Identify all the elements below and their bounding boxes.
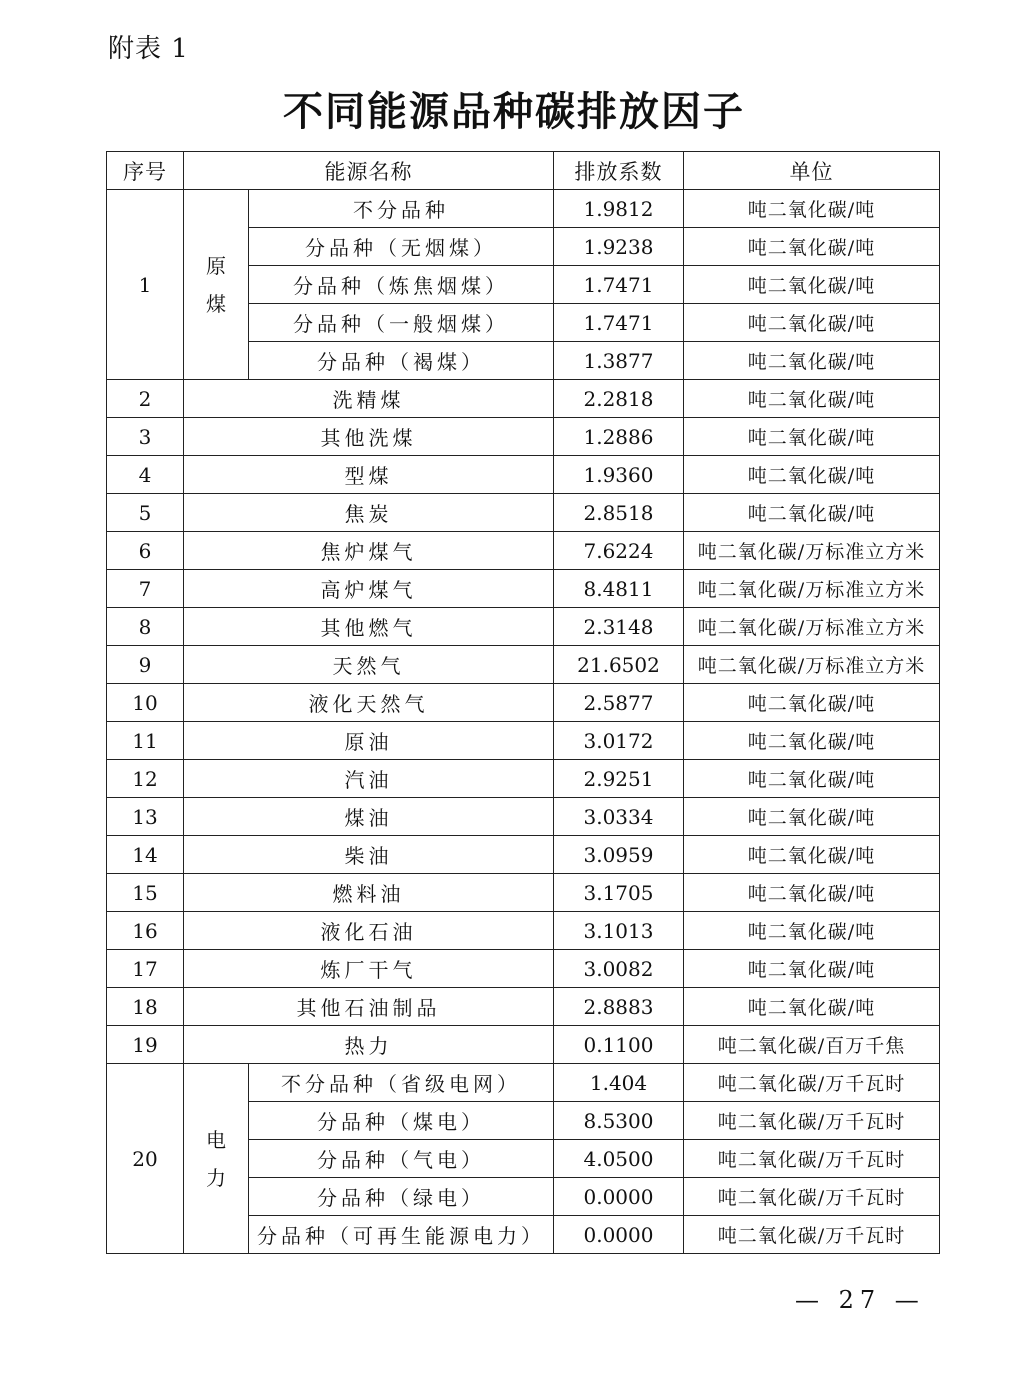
emission-factor: 3.0172 xyxy=(554,722,684,760)
table-row xyxy=(107,1064,940,1102)
table-row xyxy=(107,608,940,646)
unit: 吨二氧化碳/吨 xyxy=(684,912,940,950)
table-row xyxy=(107,988,940,1026)
row-index: 12 xyxy=(107,760,184,798)
emission-factor: 2.8518 xyxy=(554,494,684,532)
emission-factor: 3.0082 xyxy=(554,950,684,988)
energy-name: 分品种（一般烟煤） xyxy=(249,304,554,342)
table-row xyxy=(107,874,940,912)
emission-factor: 1.9360 xyxy=(554,456,684,494)
group-label xyxy=(184,1064,249,1254)
energy-name: 其他石油制品 xyxy=(184,988,554,1026)
header-index: 序号 xyxy=(107,152,184,190)
appendix-label: 附表 1 xyxy=(108,34,189,64)
emission-factor-table xyxy=(106,151,940,1254)
emission-factor: 1.404 xyxy=(554,1064,684,1102)
row-index: 4 xyxy=(107,456,184,494)
energy-name: 煤油 xyxy=(184,798,554,836)
energy-name: 其他燃气 xyxy=(184,608,554,646)
unit: 吨二氧化碳/吨 xyxy=(684,342,940,380)
unit: 吨二氧化碳/万千瓦时 xyxy=(684,1102,940,1140)
row-index: 17 xyxy=(107,950,184,988)
table-row xyxy=(107,722,940,760)
emission-factor: 2.5877 xyxy=(554,684,684,722)
table-row xyxy=(107,380,940,418)
energy-name: 不分品种 xyxy=(249,190,554,228)
group-label-char: 原 xyxy=(206,253,226,278)
emission-factor: 8.4811 xyxy=(554,570,684,608)
energy-name: 原油 xyxy=(184,722,554,760)
emission-factor: 1.9238 xyxy=(554,228,684,266)
emission-factor: 2.8883 xyxy=(554,988,684,1026)
energy-name: 分品种（绿电） xyxy=(249,1178,554,1216)
row-index: 9 xyxy=(107,646,184,684)
emission-factor: 2.9251 xyxy=(554,760,684,798)
unit: 吨二氧化碳/吨 xyxy=(684,494,940,532)
unit: 吨二氧化碳/万千瓦时 xyxy=(684,1064,940,1102)
emission-factor: 1.7471 xyxy=(554,304,684,342)
group-label-char: 煤 xyxy=(206,291,226,316)
unit: 吨二氧化碳/吨 xyxy=(684,760,940,798)
energy-name: 炼厂干气 xyxy=(184,950,554,988)
unit: 吨二氧化碳/吨 xyxy=(684,190,940,228)
unit: 吨二氧化碳/吨 xyxy=(684,418,940,456)
table-header-row xyxy=(107,152,940,190)
table-row xyxy=(107,798,940,836)
row-index: 18 xyxy=(107,988,184,1026)
table-row xyxy=(107,494,940,532)
row-index: 14 xyxy=(107,836,184,874)
unit: 吨二氧化碳/吨 xyxy=(684,988,940,1026)
unit: 吨二氧化碳/吨 xyxy=(684,456,940,494)
energy-name: 分品种（褐煤） xyxy=(249,342,554,380)
table-row xyxy=(107,418,940,456)
table-row xyxy=(107,190,940,228)
unit: 吨二氧化碳/吨 xyxy=(684,836,940,874)
page-title: 不同能源品种碳排放因子 xyxy=(283,88,745,135)
energy-name: 液化石油 xyxy=(184,912,554,950)
table-row xyxy=(107,760,940,798)
emission-factor: 0.0000 xyxy=(554,1178,684,1216)
emission-factor: 2.3148 xyxy=(554,608,684,646)
row-index: 3 xyxy=(107,418,184,456)
emission-factor: 1.9812 xyxy=(554,190,684,228)
unit: 吨二氧化碳/吨 xyxy=(684,228,940,266)
energy-name: 其他洗煤 xyxy=(184,418,554,456)
row-index: 5 xyxy=(107,494,184,532)
unit: 吨二氧化碳/百万千焦 xyxy=(684,1026,940,1064)
unit: 吨二氧化碳/万标准立方米 xyxy=(684,532,940,570)
table-row xyxy=(107,836,940,874)
table-row xyxy=(107,684,940,722)
row-index: 15 xyxy=(107,874,184,912)
table-row xyxy=(107,456,940,494)
group-label-char: 电 xyxy=(206,1127,226,1152)
row-index: 6 xyxy=(107,532,184,570)
emission-factor: 1.3877 xyxy=(554,342,684,380)
unit: 吨二氧化碳/吨 xyxy=(684,304,940,342)
energy-name: 汽油 xyxy=(184,760,554,798)
unit: 吨二氧化碳/万千瓦时 xyxy=(684,1216,940,1254)
table-row xyxy=(107,1026,940,1064)
emission-factor: 1.7471 xyxy=(554,266,684,304)
unit: 吨二氧化碳/吨 xyxy=(684,266,940,304)
row-index: 10 xyxy=(107,684,184,722)
unit: 吨二氧化碳/万千瓦时 xyxy=(684,1140,940,1178)
emission-factor: 2.2818 xyxy=(554,380,684,418)
energy-name: 液化天然气 xyxy=(184,684,554,722)
energy-name: 分品种（炼焦烟煤） xyxy=(249,266,554,304)
header-factor: 排放系数 xyxy=(554,152,684,190)
unit: 吨二氧化碳/吨 xyxy=(684,722,940,760)
row-index: 13 xyxy=(107,798,184,836)
table-row xyxy=(107,646,940,684)
row-index: 7 xyxy=(107,570,184,608)
energy-name: 天然气 xyxy=(184,646,554,684)
emission-factor: 0.0000 xyxy=(554,1216,684,1254)
energy-name: 分品种（无烟煤） xyxy=(249,228,554,266)
energy-name: 型煤 xyxy=(184,456,554,494)
unit: 吨二氧化碳/吨 xyxy=(684,874,940,912)
unit: 吨二氧化碳/吨 xyxy=(684,798,940,836)
energy-name: 焦炭 xyxy=(184,494,554,532)
group-label xyxy=(184,190,249,380)
row-index: 2 xyxy=(107,380,184,418)
header-unit: 单位 xyxy=(684,152,940,190)
energy-name: 燃料油 xyxy=(184,874,554,912)
energy-name: 焦炉煤气 xyxy=(184,532,554,570)
emission-factor: 7.6224 xyxy=(554,532,684,570)
unit: 吨二氧化碳/万标准立方米 xyxy=(684,570,940,608)
emission-factor: 1.2886 xyxy=(554,418,684,456)
table-row xyxy=(107,912,940,950)
energy-name: 柴油 xyxy=(184,836,554,874)
row-index: 19 xyxy=(107,1026,184,1064)
page-number: — 27 — xyxy=(795,1286,925,1314)
table-row xyxy=(107,532,940,570)
energy-name: 分品种（气电） xyxy=(249,1140,554,1178)
emission-factor: 0.1100 xyxy=(554,1026,684,1064)
unit: 吨二氧化碳/万千瓦时 xyxy=(684,1178,940,1216)
emission-factor: 4.0500 xyxy=(554,1140,684,1178)
row-index: 20 xyxy=(107,1064,184,1254)
row-index: 1 xyxy=(107,190,184,380)
table-row xyxy=(107,950,940,988)
emission-factor: 21.6502 xyxy=(554,646,684,684)
table-row xyxy=(107,570,940,608)
emission-factor: 3.1705 xyxy=(554,874,684,912)
group-label-char: 力 xyxy=(206,1165,226,1190)
unit: 吨二氧化碳/吨 xyxy=(684,684,940,722)
row-index: 11 xyxy=(107,722,184,760)
unit: 吨二氧化碳/万标准立方米 xyxy=(684,646,940,684)
emission-factor: 8.5300 xyxy=(554,1102,684,1140)
unit: 吨二氧化碳/吨 xyxy=(684,950,940,988)
row-index: 8 xyxy=(107,608,184,646)
unit: 吨二氧化碳/吨 xyxy=(684,380,940,418)
energy-name: 分品种（煤电） xyxy=(249,1102,554,1140)
energy-name: 不分品种（省级电网） xyxy=(249,1064,554,1102)
emission-factor: 3.0959 xyxy=(554,836,684,874)
emission-factor: 3.0334 xyxy=(554,798,684,836)
energy-name: 高炉煤气 xyxy=(184,570,554,608)
energy-name: 分品种（可再生能源电力） xyxy=(249,1216,554,1254)
header-name: 能源名称 xyxy=(184,152,554,190)
row-index: 16 xyxy=(107,912,184,950)
unit: 吨二氧化碳/万标准立方米 xyxy=(684,608,940,646)
energy-name: 洗精煤 xyxy=(184,380,554,418)
energy-name: 热力 xyxy=(184,1026,554,1064)
emission-factor: 3.1013 xyxy=(554,912,684,950)
